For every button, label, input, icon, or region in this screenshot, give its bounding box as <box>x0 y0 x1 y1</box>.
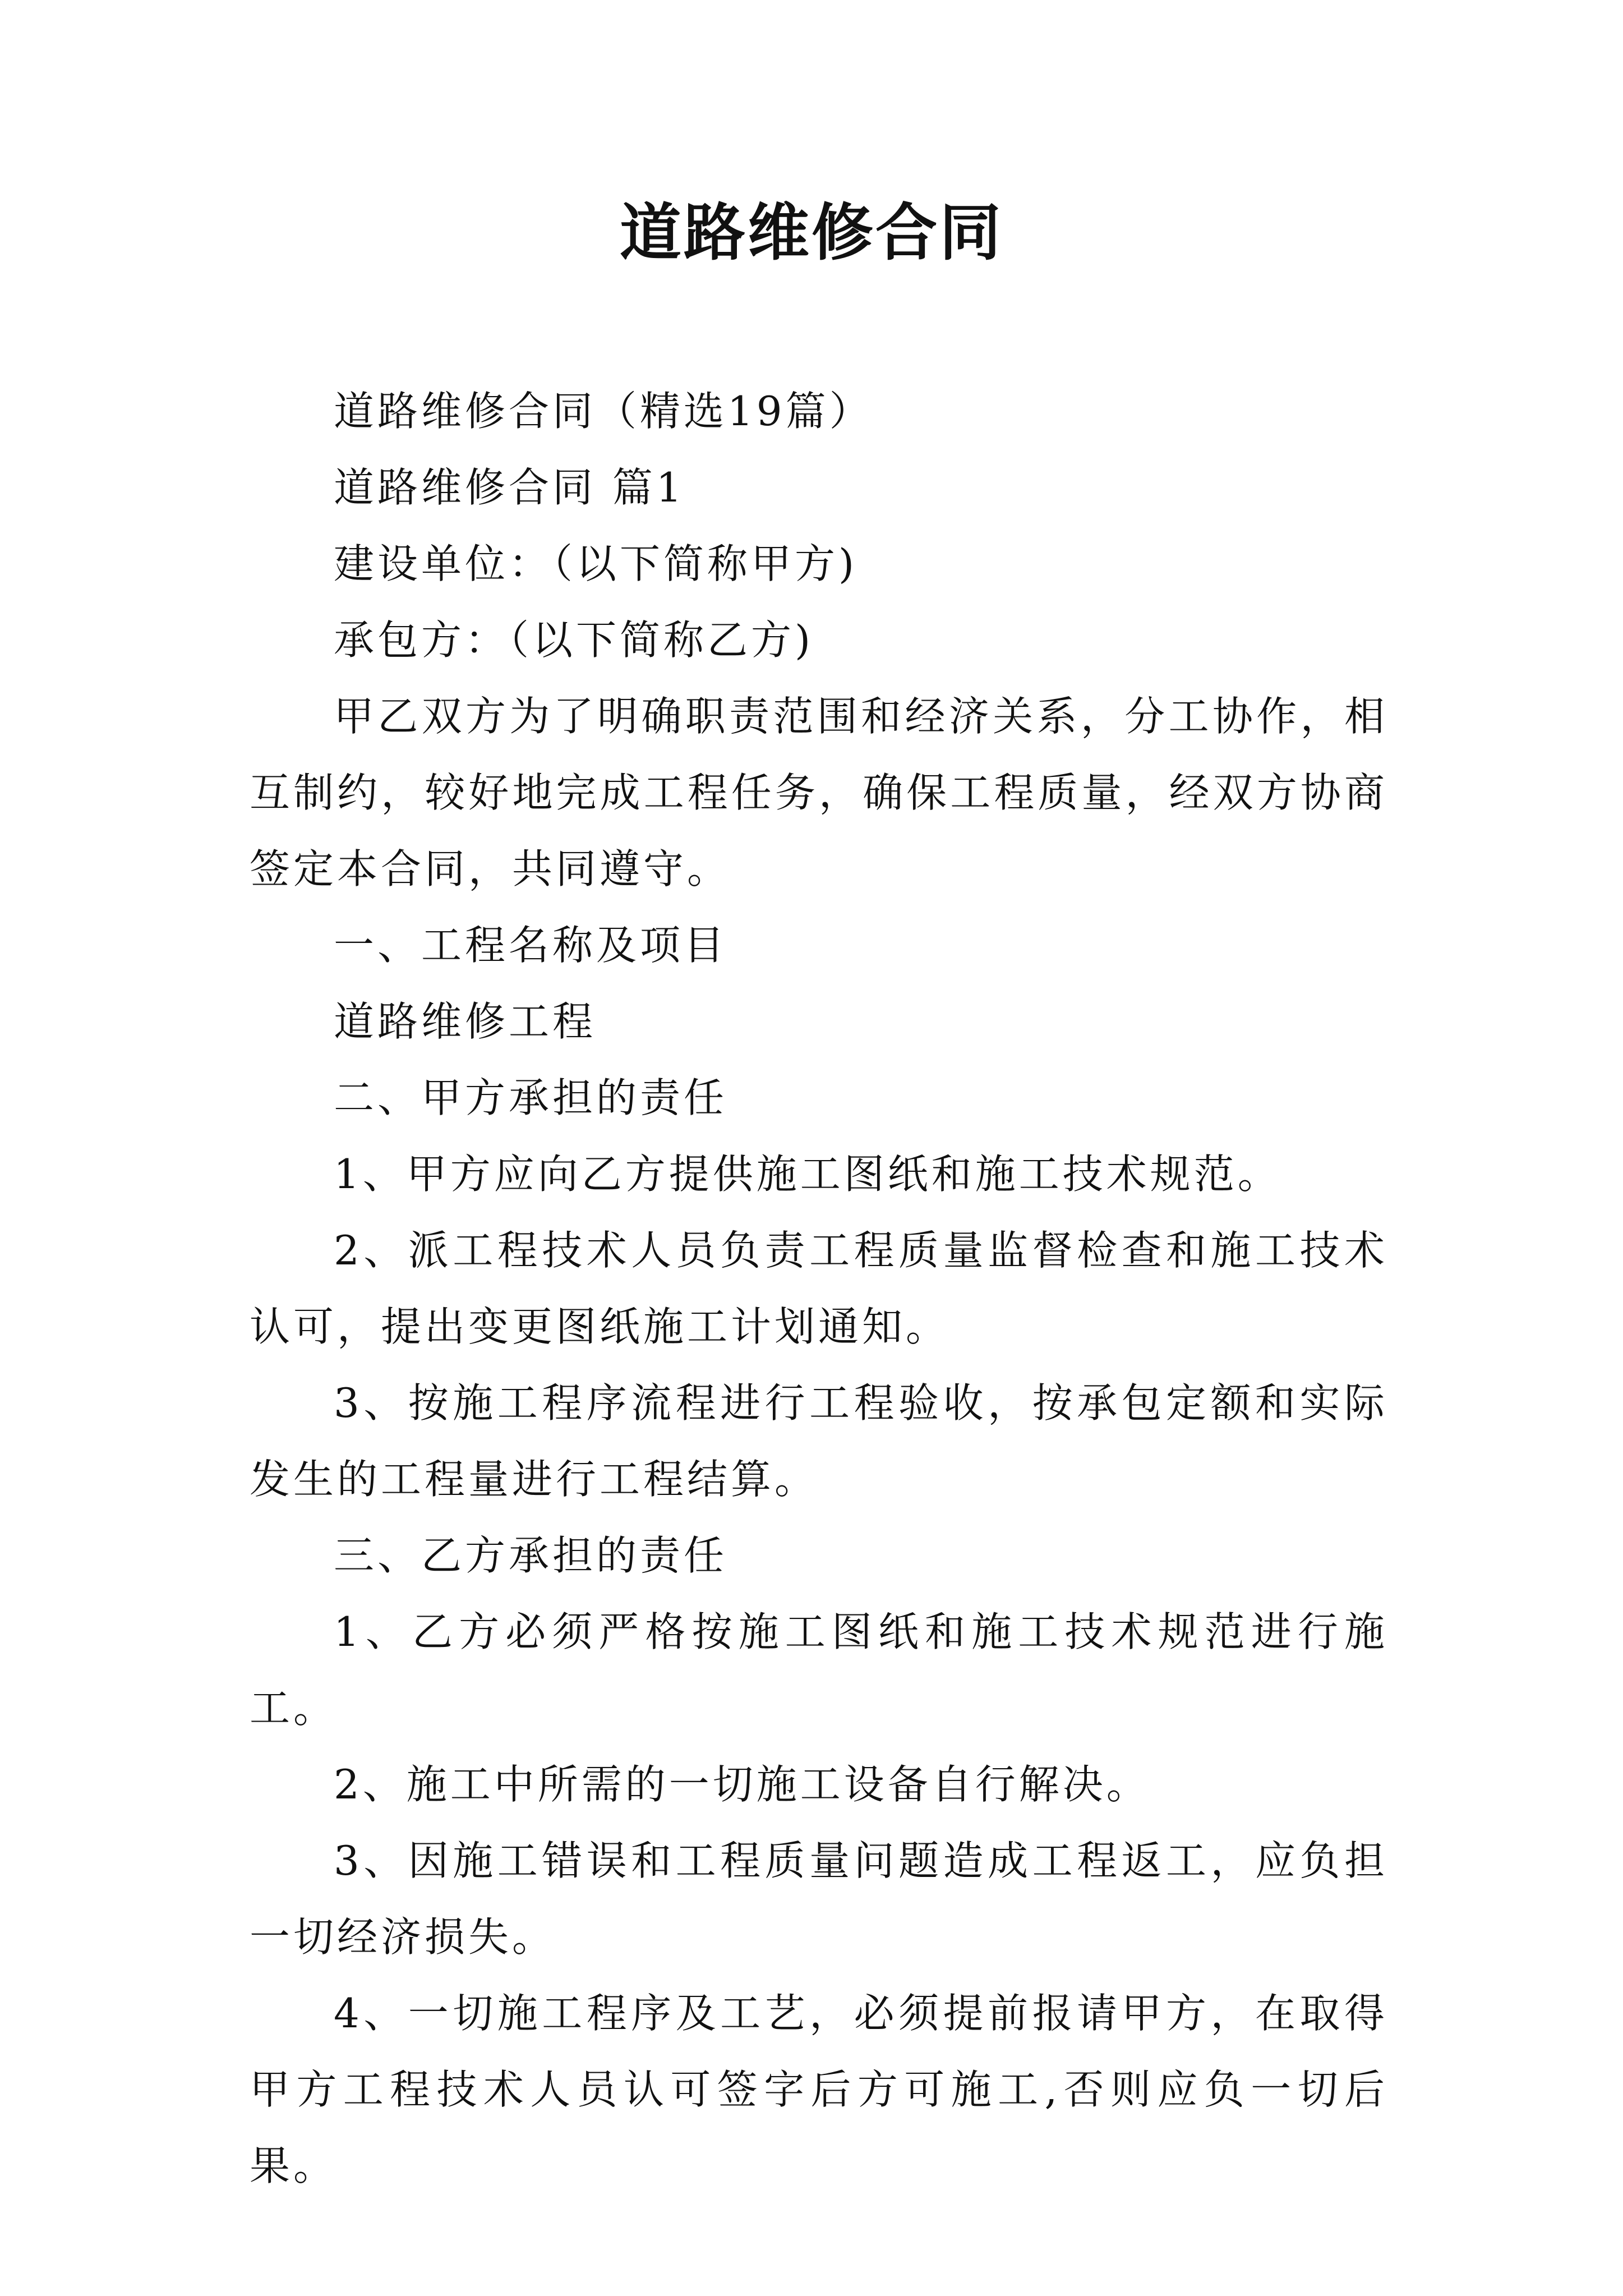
paragraph-item: 3、按施工程序流程进行工程验收，按承包定额和实际发生的工程量进行工程结算。 <box>250 1379 1388 1503</box>
paragraph-party-b: 承包方：（以下简称乙方) <box>334 616 814 664</box>
document-body <box>250 373 1388 2204</box>
paragraph-party-a: 建设单位：（以下简称甲方) <box>334 540 858 587</box>
paragraph-item: 4、一切施工程序及工艺，必须提前报请甲方，在取得甲方工程技术人员认可签字后方可施工,否则应负一切后果。 <box>250 1990 1388 2189</box>
paragraph-heading-3: 三、乙方承担的责任 <box>334 1532 728 1579</box>
paragraph-item: 2、派工程技术人员负责工程质量监督检查和施工技术认可，提出变更图纸施工计划通知。 <box>250 1227 1388 1350</box>
paragraph-section-heading: 道路维修合同 篇1 <box>334 464 685 511</box>
paragraph-item: 3、因施工错误和工程质量问题造成工程返工，应负担一切经济损失。 <box>250 1837 1388 1961</box>
paragraph-subtitle: 道路维修合同（精选19篇） <box>334 388 873 435</box>
paragraph-preamble: 甲乙双方为了明确职责范围和经济关系，分工协作，相互制约，较好地完成工程任务，确保工程质量，经双方协商签定本合同，共同遵守。 <box>250 693 1388 892</box>
paragraph-item: 1、乙方必须严格按施工图纸和施工技术规范进行施工。 <box>250 1608 1388 1732</box>
paragraph-item: 2、施工中所需的一切施工设备自行解决。 <box>334 1761 1150 1808</box>
paragraph-item: 1、甲方应向乙方提供施工图纸和施工技术规范。 <box>334 1151 1281 1198</box>
paragraph-heading-2: 二、甲方承担的责任 <box>334 1074 728 1121</box>
document-title: 道路维修合同 <box>620 196 1003 269</box>
paragraph-heading-1: 一、工程名称及项目 <box>334 922 728 969</box>
paragraph-project-name: 道路维修工程 <box>334 998 597 1045</box>
